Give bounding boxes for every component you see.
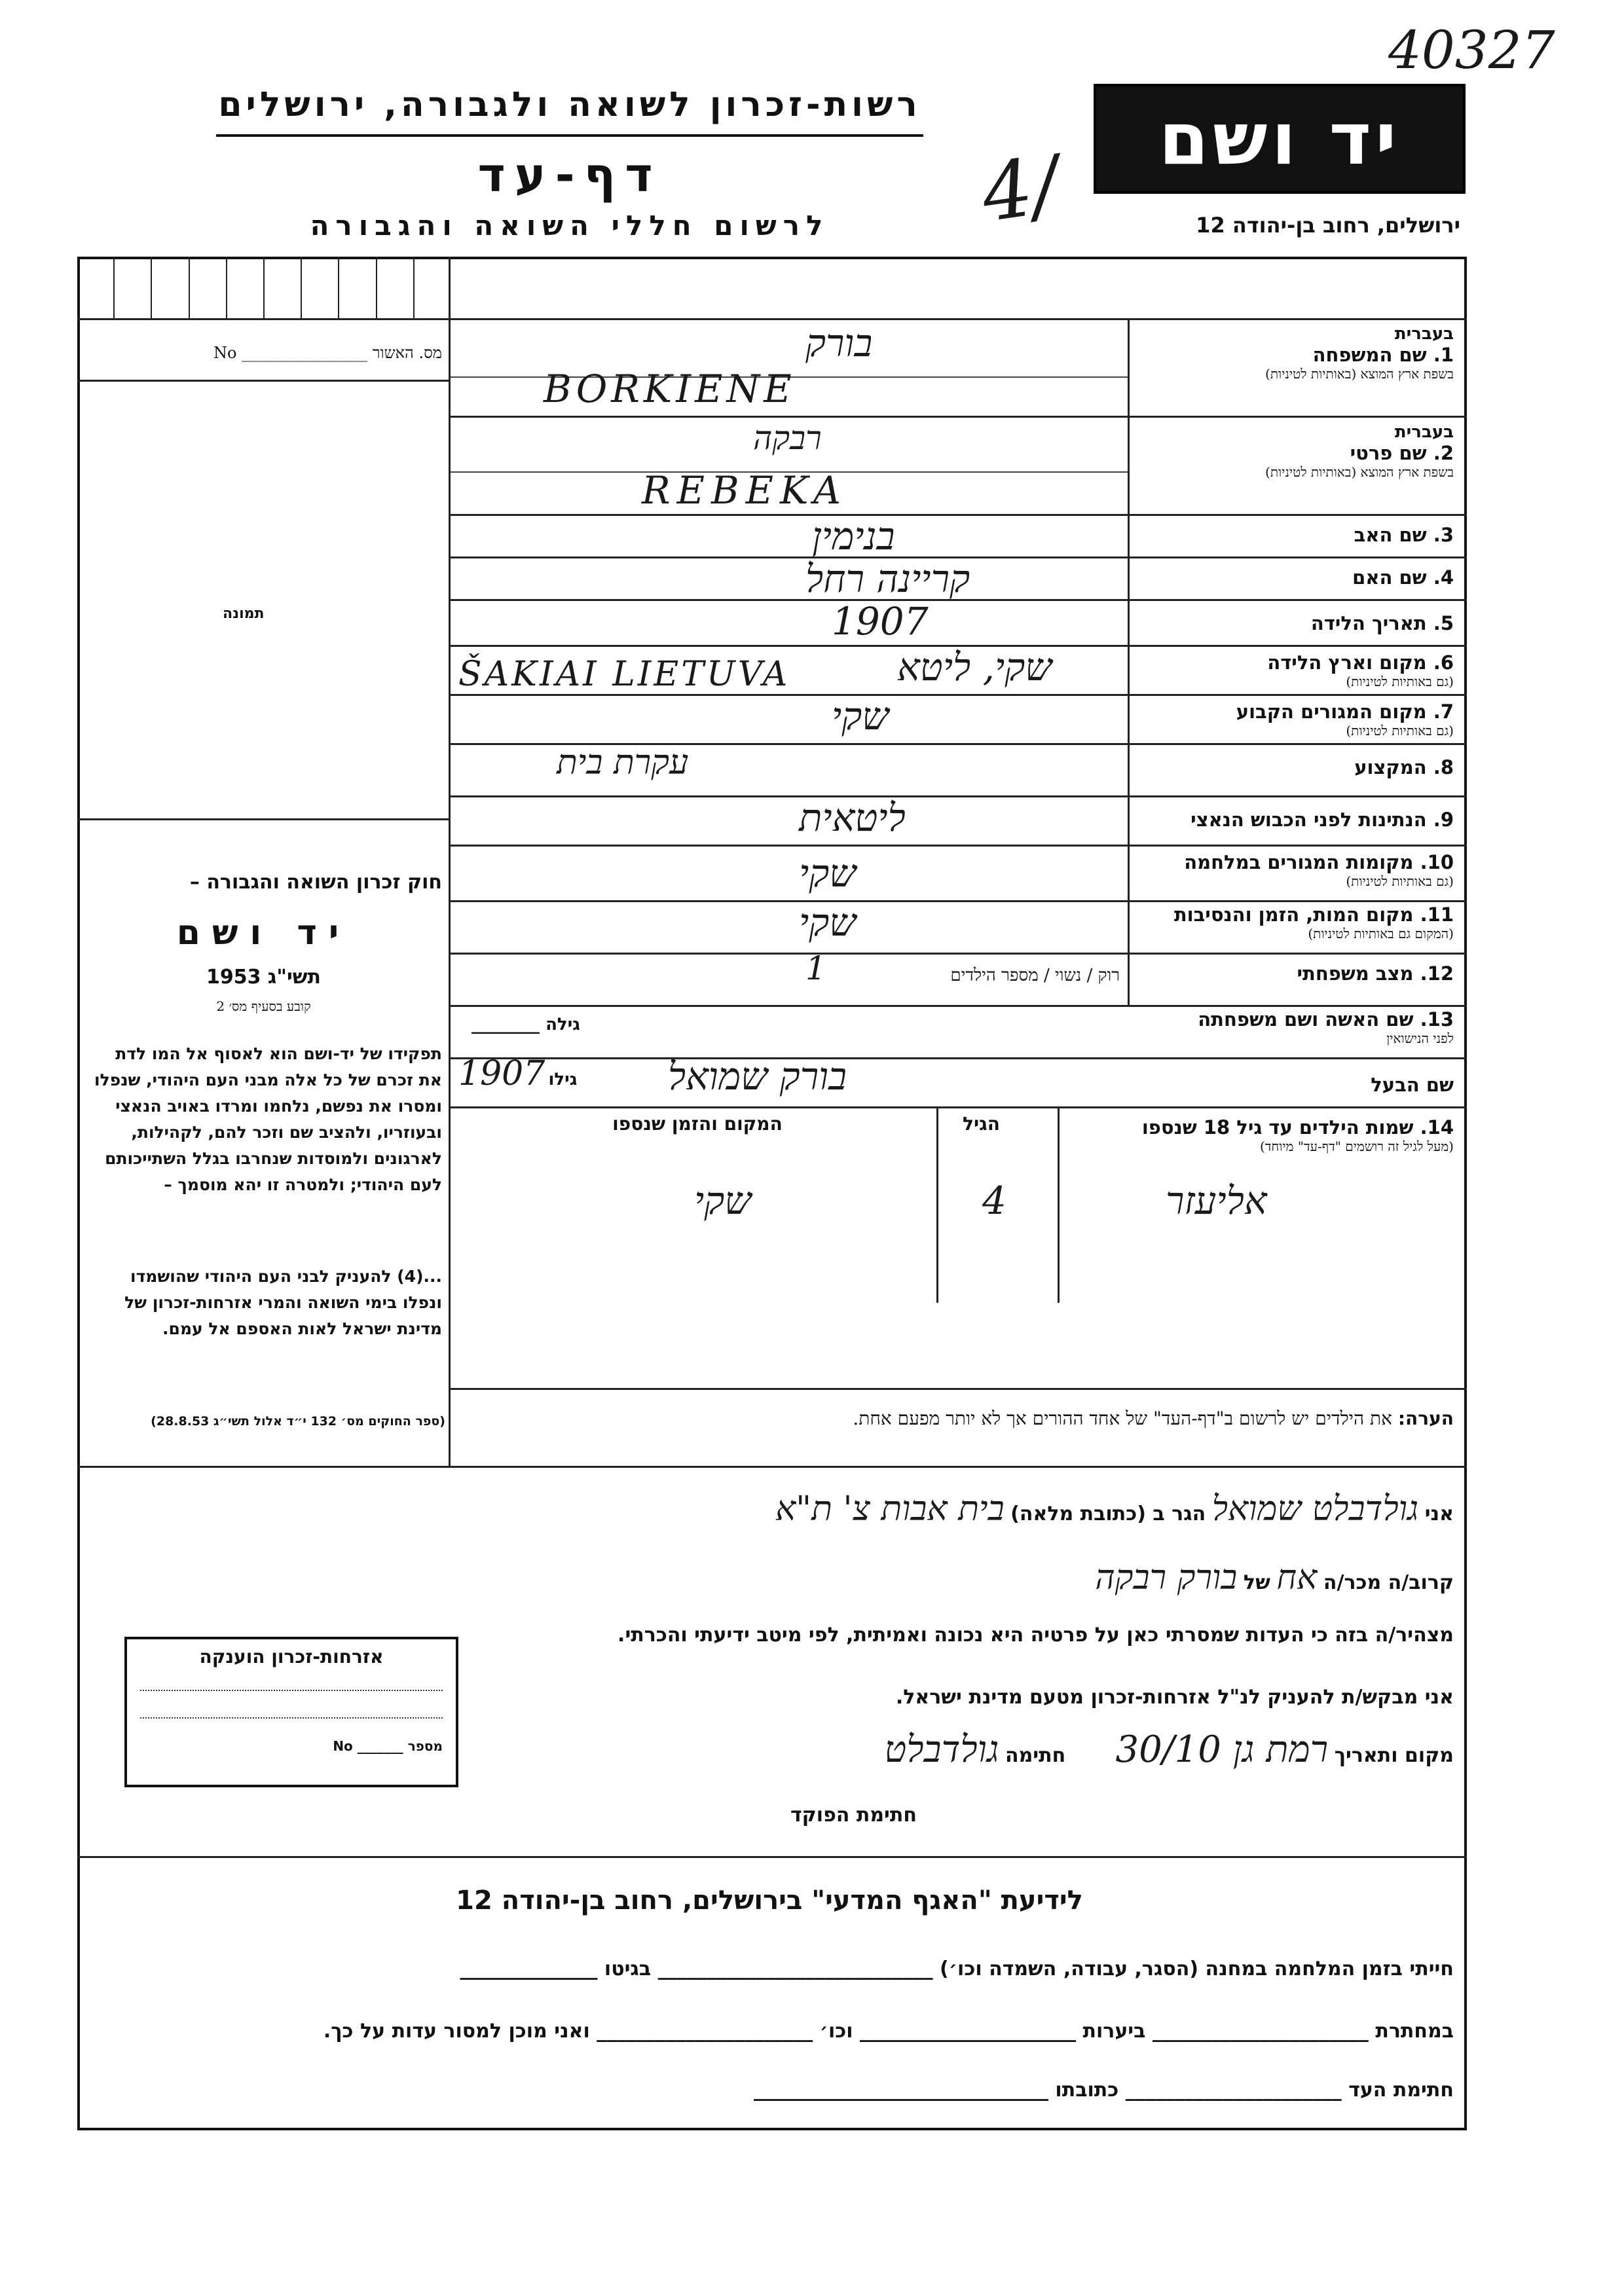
field-father-name: 3. שם האב [1354,524,1454,546]
birth-place-hebrew: שקי, ליטא [897,645,1052,689]
occupation-value: עקרת בית [557,743,689,782]
field-husband-name: שם הבעל [1371,1074,1454,1096]
field-war-residence: 10. מקומות המגורים במלחמה (גם באותיות לטיניות) [1184,851,1454,889]
husband-name-value: בורק שמואל [668,1054,847,1099]
nationality-value: ליטאית [799,795,906,840]
child-name-value: אליעזר [1166,1178,1267,1223]
authority-name: רשות-זכרון לשואה ולגבורה, ירושלים [218,85,921,124]
margin-mark: 4/ [976,139,1065,240]
field-nationality: 9. הנתינות לפני הכבוש הנאצי [1190,809,1454,831]
family-name-hebrew: בורק [805,321,873,365]
field-first-name: בעברית 2. שם פרטי בשפת ארץ המוצא (באותיות לטיניות) [1265,422,1454,480]
field-birth-place: 6. מקום וארץ הלידה (גם באותיות לטיניות) [1267,651,1454,689]
page-title: דף-עד [477,147,662,202]
children-count-value: 1 [805,949,826,987]
footer-line-3: חתימת העד ______________________ כתובתו ______________________________ [753,2079,1454,2102]
declaration-statement: מצהיר/ה בזה כי העדות שמסרתי כאן על פרטיה היא נכונה ואמיתית, לפי מיטב ידיעתי והכרתי. [618,1624,1454,1647]
field-family-status: 12. מצב משפחתי [1297,962,1454,985]
father-name-value: בנימין [812,514,895,558]
husband-age: 1907 גילו [458,1054,578,1093]
law-text-2: ...(4) להעניק לבני העם היהודי שהושמדו ונפלו בימי השואה והמרי אזרחות-זכרון של מדינת ישראל לאות האספם אל עמם. [124,1267,442,1338]
law-title: חוק זכרון השואה והגבורה – [189,871,442,894]
note-line: הערה: את הילדים יש לרשום ב"דף-העד" של אחד ההורים אך לא יותר מפעם אחת. [853,1408,1454,1429]
footer-line-2: במחתרת ______________________ ביערות ______________________ וכו׳ ______________________ ואני מוכן למסור עדות על כך. [323,2020,1454,2043]
declaration-line-2: קרוב/ה מכר/ה אח של בורק רבקה [1095,1558,1454,1597]
declaration-request: אני מבקש/ת להעניק לנ"ל אזרחות-זכרון מטעם מדינת ישראל. [895,1686,1454,1709]
address-line: ירושלים, רחוב בן-יהודה 12 [1196,213,1460,238]
birth-place-latin: ŠAKIAI LIETUVA [458,655,790,694]
field-children: 14. שמות הילדים עד גיל 18 שנספו (מעל לגיל זה רושמים "דף-עד" מיוחד) [1141,1116,1454,1154]
child-age-value: 4 [982,1178,1006,1223]
mother-name-value: קריינה רחל [805,556,970,601]
citizenship-stamp-box: אזרחות-זכרון הוענקה מספר _______ No [124,1637,458,1787]
law-name: יד ושם [176,913,351,953]
field-mother-name: 4. שם האם [1352,566,1454,589]
law-text-1: תפקידו של יד-ושם הוא לאסוף אל המו לדת את זכרם של כל אלה מבני העם היהודי, שנפלו ומסרו את נפשם, נלחמו ומרדו באויב הנאצי ובעוזריו, ולהציב שם וזכר להם, לקהילות, לארגונים ולמוסדות שנחרבו בגלל השתייכותם לעם היהודי; ולמטרה זו יהא מוסמך – [94,1044,442,1194]
family-status-options: רוק / נשוי / מספר הילדים [950,966,1120,985]
family-name-latin: BORKIENE [544,367,796,411]
field-residence: 7. מקום המגורים הקבוע (גם באותיות לטיניות) [1236,701,1454,738]
field-birth-date: 5. תאריך הלידה [1310,612,1454,634]
footer-line-1: חייתי בזמן המלחמה במחנה (הסגר, עבודה, השמדה וכו׳) ____________________________ בגיטו ______________ [460,1958,1454,1980]
yad-vashem-logo: יד ושם [1094,84,1466,194]
field-family-name: בעברית 1. שם המשפחה בשפת ארץ המוצא (באותיות לטיניות) [1265,324,1454,382]
page-subtitle: לרשום חללי השואה והגבורה [310,210,830,242]
birth-date-value: 1907 [832,599,929,644]
field-occupation: 8. המקצוע [1354,756,1454,778]
header-rule [216,134,923,137]
code-boxes [77,257,451,320]
law-year: תשי"ג 1953 [206,966,322,989]
approval-number: מס. האשור ________________ No [213,344,442,362]
first-name-hebrew: רבקה [753,419,822,457]
law-reference: (ספר החוקים מס׳ 132 י״ד אלול תשי״ג 28.8.53) [151,1414,445,1429]
archive-number: 40327 [1388,20,1555,81]
children-place-header: המקום והזמן שנספו [612,1113,783,1135]
photo-label: תמונה [223,606,265,622]
first-name-latin: REBEKA [642,468,847,513]
residence-value: שקי [832,694,889,738]
declaration-line-1: אני גולדבלט שמואל הגר ב (כתובת מלאה) בית אבות צ' ת"א [775,1489,1454,1529]
law-clause: קובע בסעיף מס׳ 2 [216,998,311,1014]
field-death-place: 11. מקום המות, הזמן והנסיבות (המקום גם באותיות לטיניות) [1173,903,1454,941]
footer-heading: לידיעת "האגף המדעי" בירושלים, רחוב בן-יהודה 12 [456,1886,1083,1916]
wife-age: ________ גילה [471,1015,580,1034]
death-place-value: שקי [799,900,857,945]
clerk-signature: חתימת הפוקד [790,1804,917,1827]
war-residence-value: שקי [799,851,857,896]
field-wife-name: 13. שם האשה ושם משפחתה לפני הנישואין [1198,1008,1454,1046]
children-age-header: הגיל [963,1113,1000,1135]
place-date-signature: מקום ותאריך רמת גן 30/10 חתימה גולדבלט [884,1728,1454,1771]
child-place-value: שקי [694,1178,752,1223]
